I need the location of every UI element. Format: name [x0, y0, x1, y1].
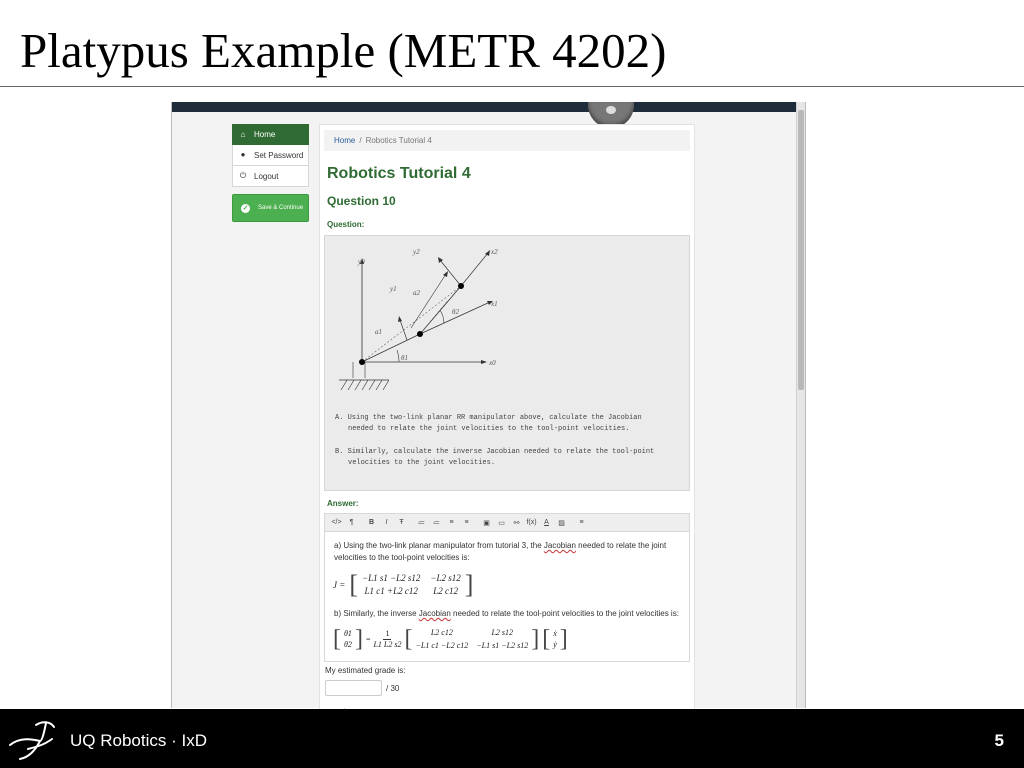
inverse-cell: −L1 c1 −L2 c12	[415, 641, 469, 650]
tool-velocity-vector	[553, 628, 557, 650]
scroll-thumb[interactable]	[798, 110, 804, 390]
bold-button[interactable]: B	[368, 519, 375, 526]
sidebar-item-label: Set Password	[254, 150, 304, 160]
page-title: Robotics Tutorial 4	[327, 165, 471, 182]
link-button[interactable]: ⚯	[513, 519, 520, 527]
jacobian-lhs: J =	[333, 580, 346, 590]
save-continue-label: Save & Continue	[258, 205, 304, 211]
vector-cell: ẋ	[553, 629, 557, 638]
grade-label: My estimated grade is:	[325, 666, 406, 675]
label-x0: x0	[489, 359, 496, 367]
power-icon: ⏻	[239, 171, 247, 180]
source-code-button[interactable]: </>	[331, 519, 342, 526]
title-divider	[0, 86, 1024, 87]
font-color-button[interactable]: A	[544, 519, 549, 526]
label-y1: y1	[390, 285, 397, 293]
vector-cell: θ̇2	[344, 640, 352, 649]
question-part-b-line2: velocities to the joint velocities.	[348, 459, 496, 467]
breadcrumb-current: Robotics Tutorial 4	[365, 136, 432, 145]
sidebar-item-home[interactable]	[232, 124, 309, 145]
sidebar-item-logout[interactable]	[232, 166, 309, 187]
answer-b-spell-word: Jacobian	[418, 609, 451, 618]
answer-a-spell-word: Jacobian	[543, 541, 576, 550]
sidebar-item-label: Home	[254, 130, 276, 139]
grade-input[interactable]	[325, 680, 382, 696]
answer-a-text-post: needed to relate the joint	[575, 541, 667, 550]
jacobian-equation: J = [ −L1 s1 −L2 s12 −L2 s12 L1 c1 +L2 c12 L2 c12 ]	[333, 570, 474, 599]
question-box	[324, 235, 690, 491]
vector-cell: θ̇1	[344, 629, 352, 638]
strikethrough-button[interactable]: Ŧ	[399, 519, 404, 526]
question-part-b	[335, 447, 680, 469]
question-part-a-line1: A. Using the two-link planar RR manipulator above, calculate the Jacobian	[335, 414, 642, 422]
browser-screenshot	[171, 102, 806, 708]
question-heading: Question 10	[327, 194, 396, 208]
label-y2: y2	[413, 248, 420, 256]
breadcrumb-separator: /	[359, 136, 362, 145]
question-part-a-line2: needed to relate the joint velocities to the tool-point velocities.	[348, 425, 630, 433]
label-theta1: θ1	[401, 354, 408, 362]
formula-button[interactable]: f(x)	[526, 519, 537, 526]
sidebar-item-label: Logout	[254, 171, 279, 181]
indent-button[interactable]: ≡	[464, 519, 469, 526]
label-x2: x2	[491, 248, 498, 256]
save-continue-button[interactable]	[232, 194, 309, 222]
jacobian-cell: L1 c1 +L2 c12	[364, 586, 418, 596]
vector-cell: ẏ	[553, 640, 557, 649]
editor-toolbar	[324, 513, 690, 532]
equals-sign: =	[365, 634, 371, 644]
footer-text: UQ Robotics · IxD	[70, 731, 207, 750]
jacobian-matrix	[362, 573, 461, 597]
sidebar-item-set-password[interactable]	[232, 145, 309, 166]
fraction-numerator: 1	[385, 628, 390, 638]
italic-button[interactable]: I	[385, 519, 388, 526]
answer-a-line2: velocities to the tool-point velocities is:	[334, 553, 470, 562]
numbered-list-button[interactable]: ≔	[433, 519, 440, 527]
breadcrumb	[324, 130, 690, 151]
home-icon: ⌂	[240, 129, 246, 139]
image-button[interactable]: ▣	[483, 519, 490, 527]
jacobian-cell: −L1 s1 −L2 s12	[362, 573, 421, 583]
check-circle-icon: ✓	[242, 205, 249, 212]
joint-velocity-vector	[344, 628, 352, 650]
jacobian-cell: −L2 s12	[430, 573, 461, 583]
outdent-button[interactable]: ≡	[449, 519, 454, 526]
inverse-jacobian-matrix	[415, 627, 528, 651]
main-panel	[319, 124, 695, 724]
background-color-button[interactable]: ▨	[558, 519, 565, 527]
slide-title: Platypus Example (METR 4202)	[20, 23, 667, 78]
label-x1: x1	[491, 300, 498, 308]
fraction-denominator: L1 L2 s2	[373, 639, 402, 649]
bullet-list-button[interactable]: ≔	[418, 519, 425, 527]
answer-a-text: a) Using the two-link planar manipulator from tutorial 3, the	[334, 541, 544, 550]
label-a1: a1	[375, 328, 382, 336]
align-button[interactable]: ≡	[579, 519, 584, 526]
page-number: 5	[994, 731, 1004, 750]
question-part-b-line1: B. Similarly, calculate the inverse Jacobian needed to relate the tool-point	[335, 448, 655, 456]
uq-robotics-logo-icon	[6, 715, 58, 763]
jacobian-cell: L2 c12	[433, 586, 458, 596]
breadcrumb-home-link[interactable]: Home	[334, 136, 356, 145]
fraction	[373, 629, 401, 650]
answer-b-line	[334, 608, 684, 620]
video-button[interactable]: ▭	[498, 519, 505, 527]
app-topbar	[172, 102, 805, 112]
grade-total: / 30	[386, 684, 400, 693]
answer-a-line1	[334, 540, 684, 552]
answer-label: Answer:	[327, 499, 359, 508]
inverse-cell: L2 s12	[491, 628, 513, 637]
inverse-cell: −L1 s1 −L2 s12	[476, 641, 529, 650]
paragraph-button[interactable]: ¶	[349, 519, 354, 526]
inverse-jacobian-equation: [ θ̇1 θ̇2 ] = $\frac{1}{L1 L2 s2}$ [ L2 c12 L2 s12 −L1 c1 −L2 c12 −L1 s1 −L2 s12 ] [ ẋ ẏ ]	[333, 626, 568, 652]
question-label: Question:	[327, 220, 365, 229]
slide-footer	[0, 709, 1024, 768]
scrollbar[interactable]	[796, 102, 805, 708]
inverse-cell: L2 c12	[430, 628, 453, 637]
question-part-a	[335, 413, 680, 435]
user-icon: ●	[240, 150, 246, 159]
manipulator-diagram	[333, 240, 533, 392]
label-a2: a2	[413, 289, 420, 297]
label-theta2: θ2	[452, 308, 459, 316]
answer-editor[interactable]	[324, 531, 690, 662]
answer-b-text-post: needed to relate the tool-point velocities to the joint velocities is:	[450, 609, 679, 618]
answer-b-text: b) Similarly, the inverse	[334, 609, 419, 618]
sidebar	[232, 124, 309, 222]
label-y0: y0	[358, 258, 365, 266]
